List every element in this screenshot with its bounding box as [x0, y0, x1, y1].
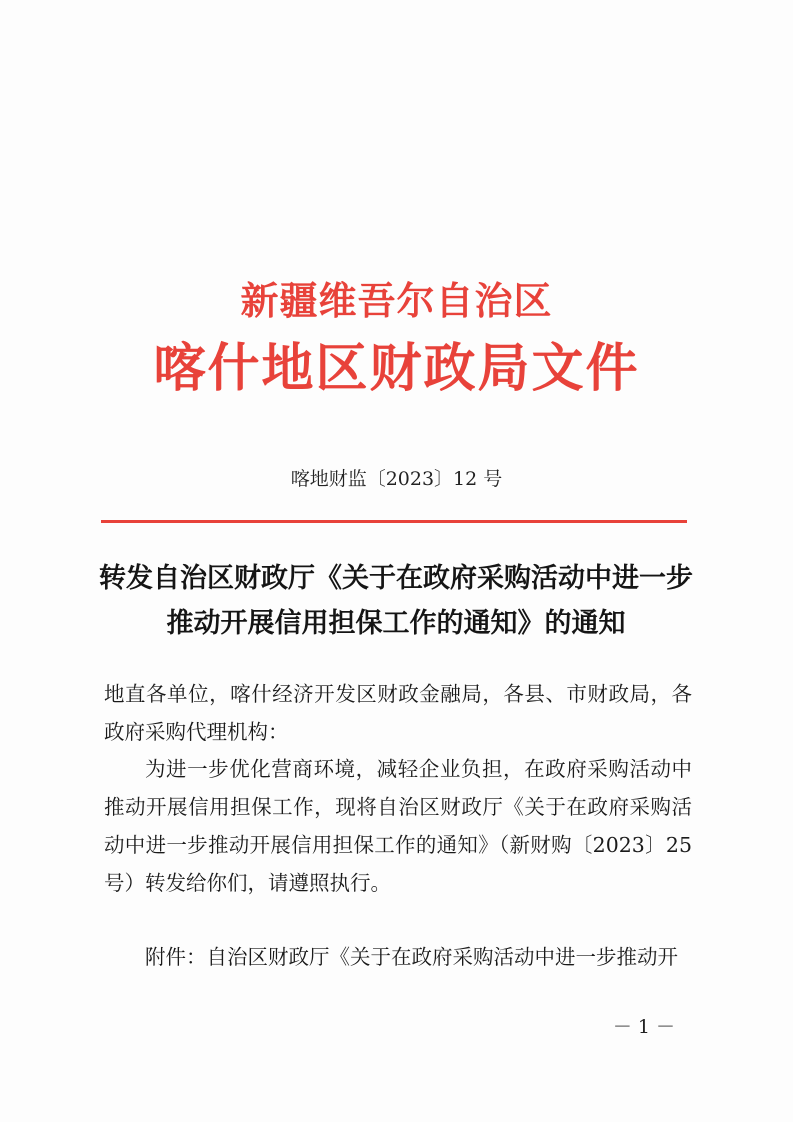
document-number: 喀地财监〔2023〕12 号: [290, 468, 503, 490]
attachment-line: 附件：自治区财政厅《关于在政府采购活动中进一步推动开: [145, 945, 678, 969]
page-number: － 1 －: [612, 1016, 675, 1038]
issuer-line-2: 喀什地区财政局文件: [153, 338, 640, 399]
addressee: 地直各单位，喀什经济开发区财政金融局，各县、市财政局，各政府采购代理机构：: [104, 682, 692, 744]
issuer-line-1: 新疆维吾尔自治区: [240, 278, 553, 323]
red-separator-line: [101, 520, 687, 523]
body-paragraph: 为进一步优化营商环境，减轻企业负担，在政府采购活动中推动开展信用担保工作，现将自治区财政厅《关于在政府采购活动中进一步推动开展信用担保工作的通知》（新财购〔2023〕25 号）转发给你们，请遵照执行。: [104, 757, 692, 895]
document-title: 转发自治区财政厅《关于在政府采购活动中进一步推动开展信用担保工作的通知》的通知: [99, 563, 693, 639]
